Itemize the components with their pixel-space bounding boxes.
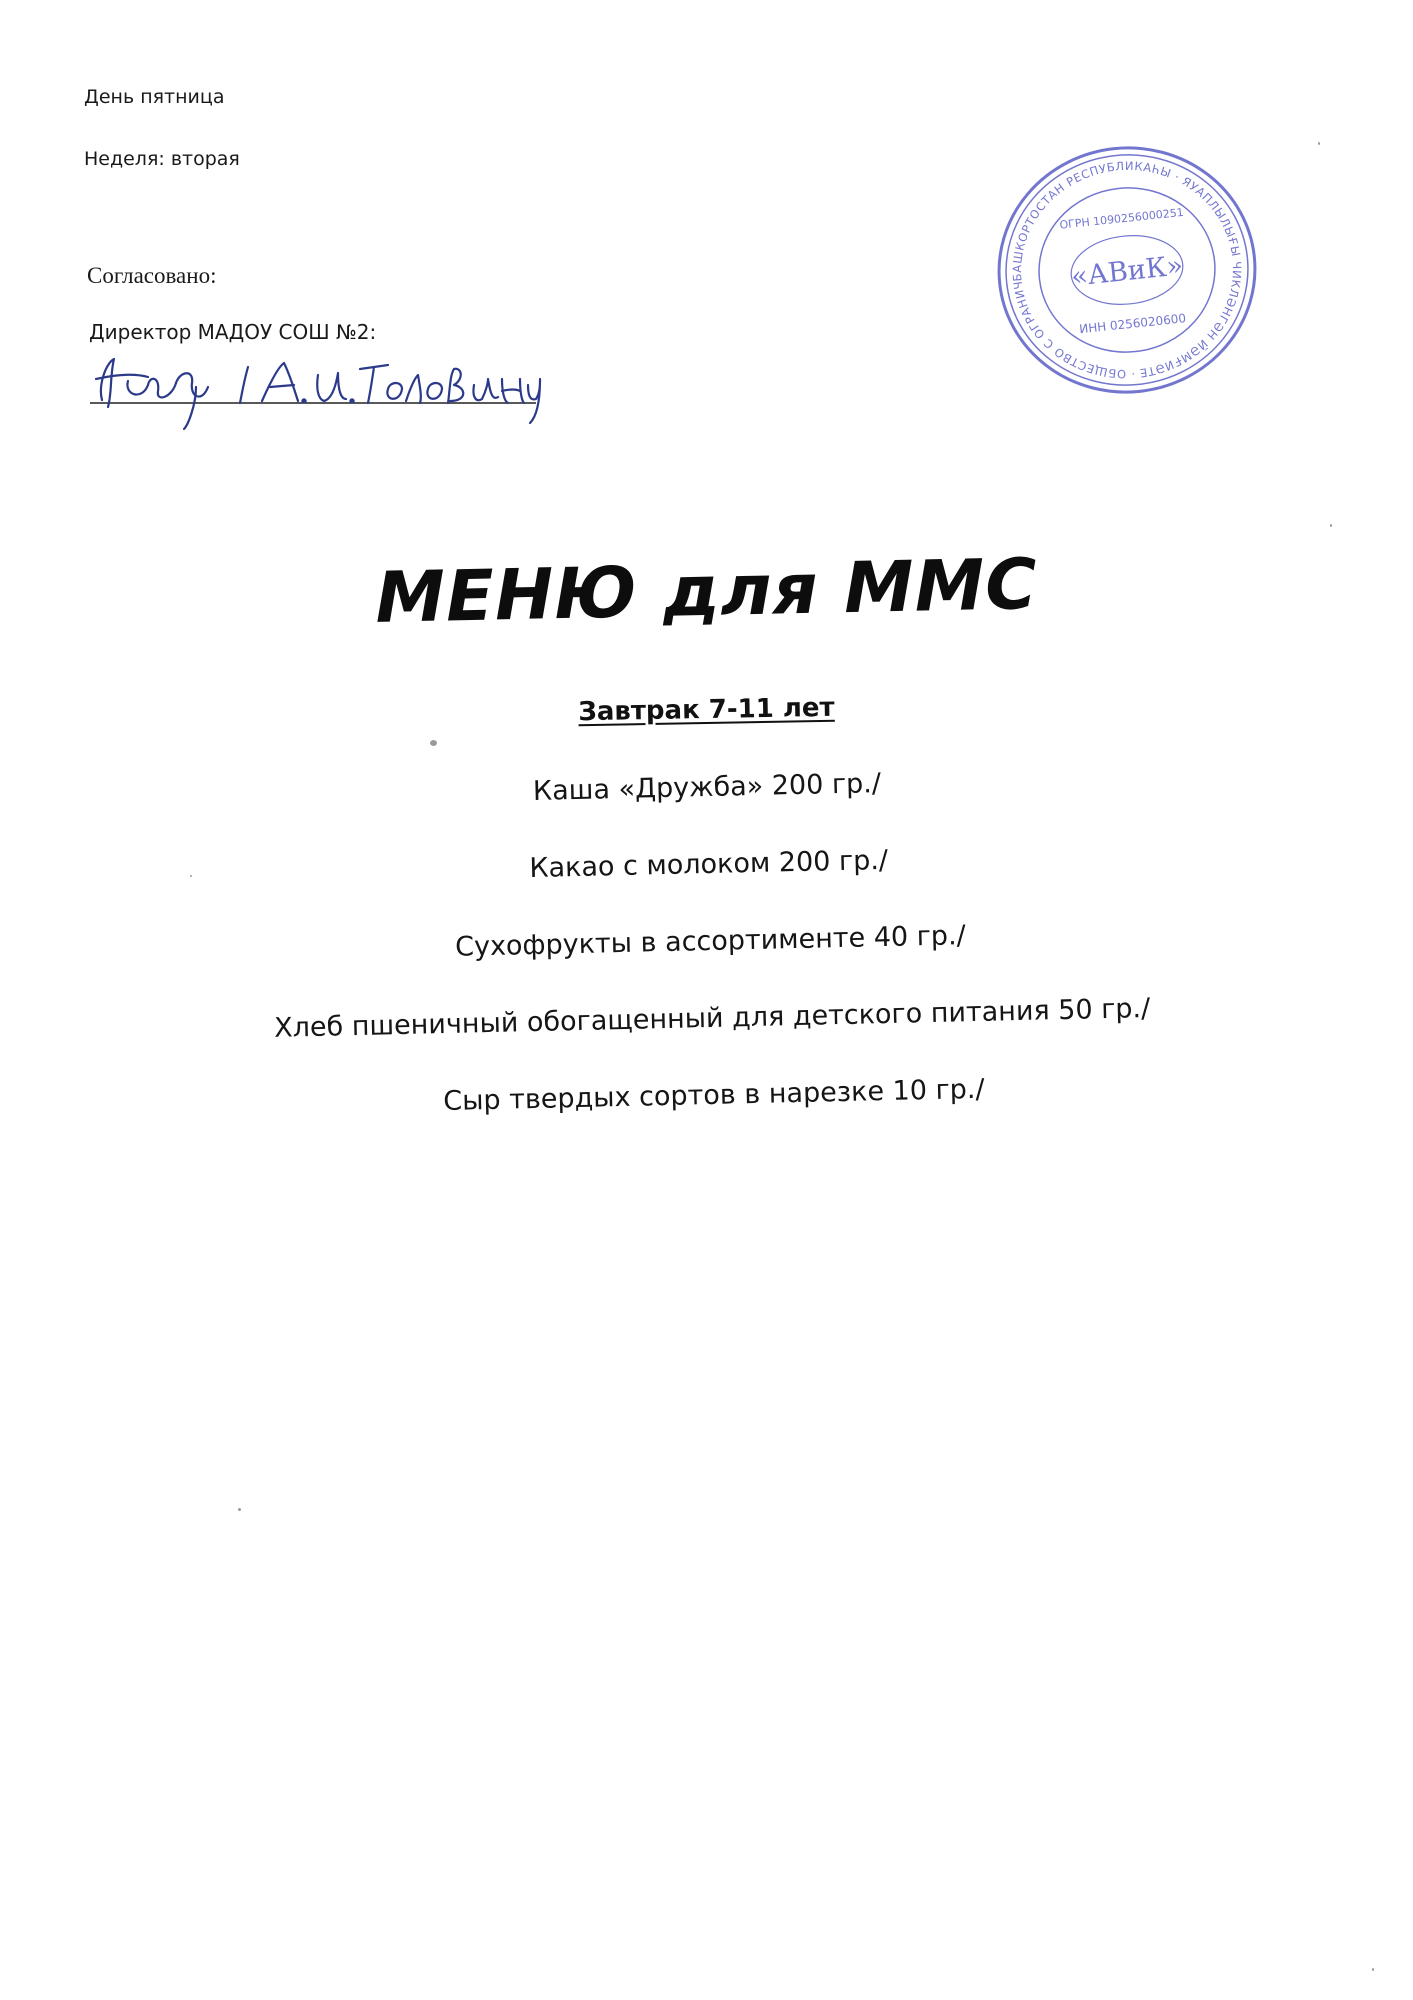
director-signature (84, 345, 544, 435)
stamp-inn: ИНН 0256020600 (1078, 311, 1187, 337)
week-number: Неделя: вторая (84, 148, 240, 170)
scan-speck (190, 875, 192, 877)
stamp-ogrn: ОГРН 1090256000251 (1058, 205, 1185, 232)
stamp-org-name: «АВиК» (1069, 250, 1185, 293)
stamp-ring-text: БАШКОРТОСТАН РЕСПУБЛИКАҺЫ · ЯУАПЛЫЛЫҒЫ ЧИКЛӘНГӘН ЙӘМҒИӘТЕ · ОБЩЕСТВО С ОГРАНИЧЕННОЙ (1009, 158, 1245, 382)
scan-speck (1318, 142, 1320, 145)
menu-item: Хлеб пшеничный обогащенный для детского питания 50 гр./ (273, 993, 1151, 1044)
menu-item: Каша «Дружба» 200 гр./ (532, 768, 882, 807)
scan-speck (430, 740, 437, 746)
organization-stamp (992, 140, 1262, 400)
menu-list (0, 752, 1413, 1169)
scan-speck (1330, 524, 1332, 527)
meal-subtitle: Завтрак 7-11 лет (578, 692, 835, 728)
director-label: Директор МАДОУ СОШ №2: (89, 320, 377, 344)
menu-item: Сухофрукты в ассортименте 40 гр./ (454, 920, 967, 963)
day-of-week: День пятница (84, 86, 225, 108)
document-title: МЕНЮ для ММС (374, 543, 1039, 639)
signature-strokes (96, 359, 540, 429)
approval-label: Согласовано: (87, 263, 217, 288)
menu-item: Какао с молоком 200 гр./ (529, 844, 889, 885)
scan-speck (1372, 1968, 1374, 1971)
menu-item: Сыр твердых сортов в нарезке 10 гр./ (442, 1073, 985, 1118)
scan-speck (238, 1508, 241, 1511)
